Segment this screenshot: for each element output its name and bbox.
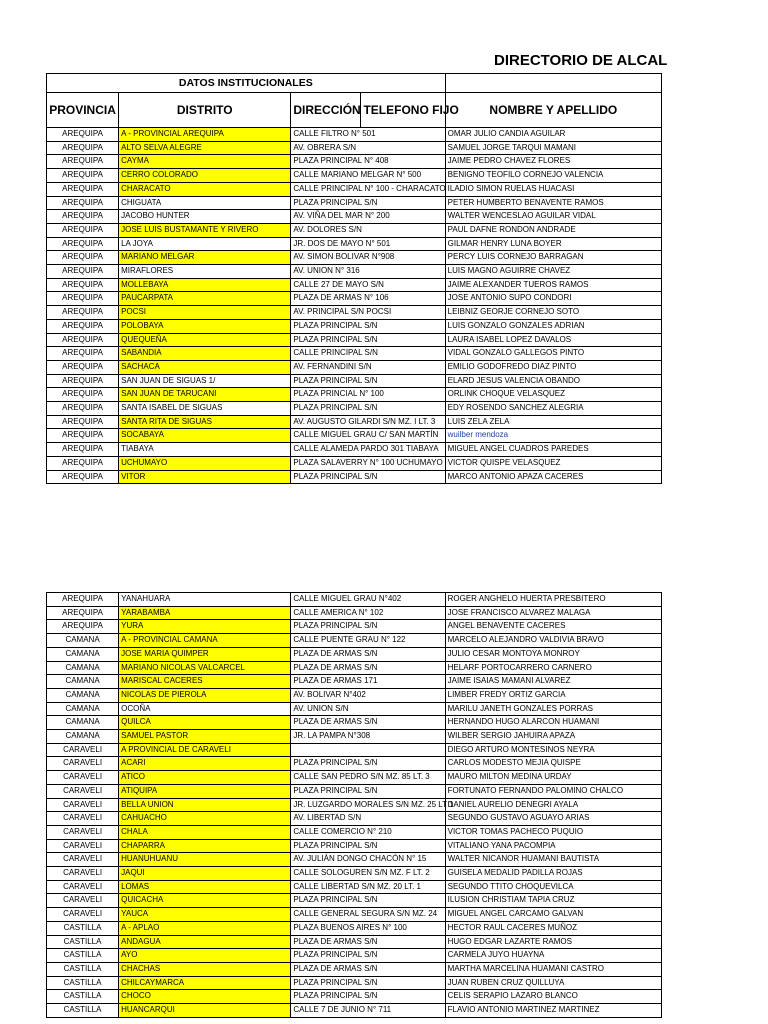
cell-provincia: CASTILLA (47, 962, 119, 976)
cell-direccion: CALLE SAN PEDRO S/N MZ. 85 LT. 3 (291, 771, 445, 785)
cell-provincia: AREQUIPA (47, 278, 119, 292)
col-header-provincia: PROVINCIA (47, 93, 119, 128)
cell-nombre: VICTOR TOMAS PACHECO PUQUIO (445, 825, 661, 839)
cell-provincia: AREQUIPA (47, 141, 119, 155)
cell-distrito: NICOLAS DE PIEROLA (119, 688, 291, 702)
cell-nombre: LUIS ZELA ZELA (445, 415, 661, 429)
cell-distrito: QUICACHA (119, 894, 291, 908)
cell-nombre: HERNANDO HUGO ALARCON HUAMANI (445, 716, 661, 730)
cell-distrito: ATICO (119, 771, 291, 785)
cell-nombre: MARCELO ALEJANDRO VALDIVIA BRAVO (445, 634, 661, 648)
cell-nombre: EDY ROSENDO SANCHEZ ALEGRIA (445, 402, 661, 416)
cell-direccion: PLAZA DE ARMAS S/N (291, 716, 445, 730)
cell-nombre: SAMUEL JORGE TARQUI MAMANI (445, 141, 661, 155)
table-row (47, 182, 662, 196)
cell-direccion: PLAZA DE ARMAS N° 106 (291, 292, 445, 306)
cell-nombre: DANIEL AURELIO DENEGRI AYALA (445, 798, 661, 812)
cell-distrito: VITOR (119, 470, 291, 484)
cell-provincia: CAMANA (47, 634, 119, 648)
table-row (47, 675, 662, 689)
cell-distrito: CAYMA (119, 155, 291, 169)
cell-distrito: YAUCA (119, 908, 291, 922)
cell-distrito: CHACHAS (119, 962, 291, 976)
cell-provincia: CARAVELI (47, 771, 119, 785)
table-row (47, 169, 662, 183)
directory-table-2 (46, 592, 662, 1018)
cell-provincia: AREQUIPA (47, 620, 119, 634)
table-row (47, 949, 662, 963)
table-row (47, 429, 662, 443)
cell-nombre: FORTUNATO FERNANDO PALOMINO CHALCO (445, 784, 661, 798)
cell-nombre: LUIS MAGNO AGUIRRE CHAVEZ (445, 265, 661, 279)
table-row (47, 839, 662, 853)
cell-provincia: AREQUIPA (47, 169, 119, 183)
cell-provincia: AREQUIPA (47, 388, 119, 402)
cell-direccion: PLAZA DE ARMAS 171 (291, 675, 445, 689)
cell-provincia: AREQUIPA (47, 360, 119, 374)
cell-nombre: CELIS SERAPIO LAZARO BLANCO (445, 990, 661, 1004)
table-row (47, 825, 662, 839)
cell-direccion: PLAZA SALAVERRY N° 100 UCHUMAYO (291, 456, 445, 470)
cell-direccion: CALLE LIBERTAD S/N MZ. 20 LT. 1 (291, 880, 445, 894)
cell-direccion: PLAZA PRINCIAL N° 100 (291, 388, 445, 402)
cell-distrito: JACOBO HUNTER (119, 210, 291, 224)
cell-distrito: CHIGUATA (119, 196, 291, 210)
cell-distrito: JAQUI (119, 867, 291, 881)
cell-nombre: JUAN RUBEN CRUZ QUILLUYA (445, 976, 661, 990)
table-row (47, 661, 662, 675)
cell-distrito: MOLLEBAYA (119, 278, 291, 292)
table-row (47, 251, 662, 265)
document-title: DIRECTORIO DE ALCAL (494, 52, 668, 69)
cell-provincia: AREQUIPA (47, 182, 119, 196)
cell-direccion: AV. PRINCIPAL S/N POCSI (291, 306, 445, 320)
cell-distrito: TIABAYA (119, 443, 291, 457)
cell-distrito: SANTA ISABEL DE SIGUAS (119, 402, 291, 416)
cell-nombre: wuilber mendoza (445, 429, 661, 443)
cell-direccion: CALLE PRINCIPAL N° 100 - CHARACATO (291, 182, 445, 196)
cell-provincia: AREQUIPA (47, 429, 119, 443)
table-row (47, 593, 662, 607)
cell-direccion: CALLE AMERICA N° 102 (291, 606, 445, 620)
cell-direccion: CALLE MIGUEL GRAU C/ SAN MARTÍN (291, 429, 445, 443)
cell-direccion: PLAZA PRINCIPAL S/N (291, 757, 445, 771)
cell-nombre: WALTER WENCESLAO AGUILAR VIDAL (445, 210, 661, 224)
cell-provincia: AREQUIPA (47, 265, 119, 279)
cell-provincia: CARAVELI (47, 812, 119, 826)
cell-nombre: CARLOS MODESTO MEJIA QUISPE (445, 757, 661, 771)
cell-nombre: SEGUNDO GUSTAVO AGUAYO ARIAS (445, 812, 661, 826)
cell-direccion: AV. UNION S/N (291, 702, 445, 716)
cell-nombre: JOSE ANTONIO SUPO CONDORI (445, 292, 661, 306)
cell-distrito: AYO (119, 949, 291, 963)
cell-nombre: ORLINK CHOQUE VELASQUEZ (445, 388, 661, 402)
cell-direccion: AV. DOLORES S/N (291, 223, 445, 237)
cell-direccion: AV. JULIÁN DONGO CHACÓN N° 15 (291, 853, 445, 867)
cell-nombre: CARMELA JUYO HUAYNA (445, 949, 661, 963)
cell-distrito: ALTO SELVA ALEGRE (119, 141, 291, 155)
table-row (47, 456, 662, 470)
cell-nombre: ELARD JESUS VALENCIA OBANDO (445, 374, 661, 388)
cell-nombre: JULIO CESAR MONTOYA MONROY (445, 647, 661, 661)
cell-nombre: ROGER ANGHELO HUERTA PRESBITERO (445, 593, 661, 607)
cell-nombre: VICTOR QUISPE VELASQUEZ (445, 456, 661, 470)
cell-direccion: CALLE COMERCIO N° 210 (291, 825, 445, 839)
cell-distrito: ATIQUIPA (119, 784, 291, 798)
cell-nombre: EMILIO GODOFREDO DIAZ PINTO (445, 360, 661, 374)
cell-direccion: JR. DOS DE MAYO N° 501 (291, 237, 445, 251)
cell-nombre: PAUL DAFNE RONDON ANDRADE (445, 223, 661, 237)
cell-direccion: CALLE GENERAL SEGURA S/N MZ. 24 (291, 908, 445, 922)
cell-provincia: AREQUIPA (47, 306, 119, 320)
cell-distrito: YARABAMBA (119, 606, 291, 620)
cell-direccion: PLAZA BUENOS AIRES N° 100 (291, 921, 445, 935)
table-row (47, 880, 662, 894)
cell-nombre: SEGUNDO TTITO CHOQUEVILCA (445, 880, 661, 894)
table-row (47, 141, 662, 155)
table-row (47, 620, 662, 634)
table-row (47, 962, 662, 976)
cell-provincia: CAMANA (47, 647, 119, 661)
cell-distrito: POLOBAYA (119, 319, 291, 333)
cell-provincia: CASTILLA (47, 921, 119, 935)
cell-provincia: AREQUIPA (47, 128, 119, 142)
cell-provincia: CARAVELI (47, 853, 119, 867)
cell-direccion: AV. FERNANDINI S/N (291, 360, 445, 374)
cell-direccion: CALLE PUENTE GRAU N° 122 (291, 634, 445, 648)
cell-provincia: AREQUIPA (47, 374, 119, 388)
cell-nombre: LUIS GONZALO GONZALES ADRIAN (445, 319, 661, 333)
header-group-label: DATOS INSTITUCIONALES (47, 74, 446, 93)
cell-distrito: CAHUACHO (119, 812, 291, 826)
cell-distrito: SAN JUAN DE TARUCANI (119, 388, 291, 402)
cell-provincia: CARAVELI (47, 839, 119, 853)
cell-direccion: CALLE 7 DE JUNIO N° 711 (291, 1004, 445, 1018)
table-row (47, 128, 662, 142)
cell-direccion: PLAZA PRINCIPAL S/N (291, 319, 445, 333)
table-row (47, 196, 662, 210)
cell-distrito: JOSE MARIA QUIMPER (119, 647, 291, 661)
cell-direccion: CALLE ALAMEDA PARDO 301 TIABAYA (291, 443, 445, 457)
cell-direccion: AV. AUGUSTO GILARDI S/N MZ. I LT. 3 (291, 415, 445, 429)
cell-provincia: AREQUIPA (47, 402, 119, 416)
table-row (47, 908, 662, 922)
table-row (47, 743, 662, 757)
cell-provincia: CARAVELI (47, 825, 119, 839)
cell-direccion (291, 743, 445, 757)
cell-direccion: JR. LUZGARDO MORALES S/N MZ. 25 LT 1 (291, 798, 445, 812)
cell-provincia: CARAVELI (47, 894, 119, 908)
cell-direccion: CALLE 27 DE MAYO S/N (291, 278, 445, 292)
table-row (47, 716, 662, 730)
cell-direccion: PLAZA PRINCIPAL S/N (291, 402, 445, 416)
table-row (47, 265, 662, 279)
col-header-nombre: NOMBRE Y APELLIDO (445, 93, 661, 128)
cell-provincia: AREQUIPA (47, 319, 119, 333)
cell-direccion: PLAZA PRINCIPAL S/N (291, 976, 445, 990)
cell-distrito: SACHACA (119, 360, 291, 374)
header-group-row (47, 74, 662, 93)
cell-nombre: OMAR JULIO CANDIA AGUILAR (445, 128, 661, 142)
table-row (47, 634, 662, 648)
cell-distrito: ANDAGUA (119, 935, 291, 949)
directory-table-1 (46, 73, 662, 484)
table-row (47, 921, 662, 935)
cell-nombre: HUGO EDGAR LAZARTE RAMOS (445, 935, 661, 949)
cell-nombre: LEIBNIZ GEORJE CORNEJO SOTO (445, 306, 661, 320)
cell-distrito: JOSE LUIS BUSTAMANTE Y RIVERO (119, 223, 291, 237)
table-row (47, 402, 662, 416)
cell-direccion: AV. UNION N° 316 (291, 265, 445, 279)
cell-distrito: LA JOYA (119, 237, 291, 251)
cell-provincia: CAMANA (47, 661, 119, 675)
cell-direccion: PLAZA PRINCIPAL S/N (291, 333, 445, 347)
table-row (47, 730, 662, 744)
cell-provincia: CAMANA (47, 730, 119, 744)
table-row (47, 306, 662, 320)
table-row (47, 374, 662, 388)
cell-direccion: CALLE MIGUEL GRAU N°402 (291, 593, 445, 607)
table-row (47, 894, 662, 908)
cell-direccion: PLAZA PRINCIPAL S/N (291, 196, 445, 210)
cell-nombre: DIEGO ARTURO MONTESINOS NEYRA (445, 743, 661, 757)
table-row (47, 388, 662, 402)
cell-nombre: MAURO MILTON MEDINA URDAY (445, 771, 661, 785)
cell-distrito: MARIANO NICOLAS VALCARCEL (119, 661, 291, 675)
table-row (47, 278, 662, 292)
cell-direccion: CALLE SOLOGUREN S/N MZ. F LT. 2 (291, 867, 445, 881)
cell-provincia: CASTILLA (47, 1004, 119, 1018)
cell-nombre: MARTHA MARCELINA HUAMANI CASTRO (445, 962, 661, 976)
table-row (47, 976, 662, 990)
cell-provincia: CASTILLA (47, 990, 119, 1004)
header-group-empty (445, 74, 661, 93)
cell-provincia: AREQUIPA (47, 196, 119, 210)
cell-distrito: A - APLAO (119, 921, 291, 935)
cell-distrito: BELLA UNION (119, 798, 291, 812)
cell-direccion: AV. LIBERTAD S/N (291, 812, 445, 826)
cell-direccion: CALLE MARIANO MELGAR N° 500 (291, 169, 445, 183)
cell-distrito: CERRO COLORADO (119, 169, 291, 183)
cell-provincia: CARAVELI (47, 798, 119, 812)
cell-direccion: AV. OBRERA S/N (291, 141, 445, 155)
cell-distrito: A - PROVINCIAL AREQUIPA (119, 128, 291, 142)
table-row (47, 292, 662, 306)
cell-nombre: LIMBER FREDY ORTIZ GARCIA (445, 688, 661, 702)
cell-provincia: CAMANA (47, 702, 119, 716)
cell-nombre: PERCY LUIS CORNEJO BARRAGAN (445, 251, 661, 265)
cell-direccion: PLAZA PRINCIPAL S/N (291, 470, 445, 484)
cell-provincia: AREQUIPA (47, 456, 119, 470)
table-row (47, 867, 662, 881)
cell-nombre: JAIME PEDRO CHAVEZ FLORES (445, 155, 661, 169)
cell-distrito: OCOÑA (119, 702, 291, 716)
cell-distrito: HUANUHUANU (119, 853, 291, 867)
cell-distrito: HUANCARQUI (119, 1004, 291, 1018)
cell-nombre: VITALIANO YANA PACOMPIA (445, 839, 661, 853)
cell-provincia: CASTILLA (47, 949, 119, 963)
cell-provincia: CARAVELI (47, 757, 119, 771)
table-row (47, 647, 662, 661)
table-row (47, 798, 662, 812)
header-columns-row (47, 93, 662, 128)
table-row (47, 360, 662, 374)
cell-provincia: AREQUIPA (47, 593, 119, 607)
table-row (47, 812, 662, 826)
cell-direccion: AV. BOLIVAR N°402 (291, 688, 445, 702)
cell-distrito: QUEQUEÑA (119, 333, 291, 347)
cell-distrito: LOMAS (119, 880, 291, 894)
cell-nombre: ILADIO SIMON RUELAS HUACASI (445, 182, 661, 196)
cell-nombre: WALTER NICANOR HUAMANI BAUTISTA (445, 853, 661, 867)
cell-distrito: ACARI (119, 757, 291, 771)
table-row (47, 470, 662, 484)
cell-nombre: VIDAL GONZALO GALLEGOS PINTO (445, 347, 661, 361)
cell-distrito: SABANDIA (119, 347, 291, 361)
cell-direccion: PLAZA PRINCIPAL S/N (291, 990, 445, 1004)
cell-nombre: BENIGNO TEOFILO CORNEJO VALENCIA (445, 169, 661, 183)
table-row (47, 757, 662, 771)
cell-distrito: SANTA RITA DE SIGUAS (119, 415, 291, 429)
cell-distrito: A - PROVINCIAL CAMANA (119, 634, 291, 648)
cell-direccion: PLAZA DE ARMAS S/N (291, 661, 445, 675)
cell-provincia: CASTILLA (47, 935, 119, 949)
table-row (47, 333, 662, 347)
cell-nombre: ANGEL BENAVENTE CACERES (445, 620, 661, 634)
cell-distrito: MARIANO MELGAR (119, 251, 291, 265)
cell-nombre: JAIME ALEXANDER TUEROS RAMOS (445, 278, 661, 292)
cell-direccion: PLAZA PRINCIPAL S/N (291, 894, 445, 908)
cell-provincia: AREQUIPA (47, 251, 119, 265)
table-1-body (47, 128, 662, 484)
cell-direccion: CALLE PRINCIPAL S/N (291, 347, 445, 361)
cell-provincia: AREQUIPA (47, 237, 119, 251)
cell-distrito: SAN JUAN DE SIGUAS 1/ (119, 374, 291, 388)
cell-direccion: PLAZA PRINCIPAL S/N (291, 374, 445, 388)
cell-direccion: PLAZA PRINCIPAL S/N (291, 784, 445, 798)
table-row (47, 990, 662, 1004)
cell-direccion: PLAZA DE ARMAS S/N (291, 647, 445, 661)
cell-distrito: YURA (119, 620, 291, 634)
cell-distrito: SAMUEL PASTOR (119, 730, 291, 744)
cell-direccion: PLAZA PRINCIPAL S/N (291, 620, 445, 634)
cell-nombre: MARCO ANTONIO APAZA CACERES (445, 470, 661, 484)
cell-distrito: QUILCA (119, 716, 291, 730)
cell-distrito: CHAPARRA (119, 839, 291, 853)
cell-distrito: A PROVINCIAL DE CARAVELI (119, 743, 291, 757)
table-row (47, 237, 662, 251)
cell-nombre: MARILU JANETH GONZALES PORRAS (445, 702, 661, 716)
cell-provincia: AREQUIPA (47, 223, 119, 237)
cell-direccion: PLAZA DE ARMAS S/N (291, 962, 445, 976)
cell-provincia: AREQUIPA (47, 347, 119, 361)
cell-nombre: LAURA ISABEL LOPEZ DAVALOS (445, 333, 661, 347)
table-row (47, 702, 662, 716)
cell-nombre: JOSE FRANCISCO ALVAREZ MALAGA (445, 606, 661, 620)
cell-nombre: GILMAR HENRY LUNA BOYER (445, 237, 661, 251)
cell-nombre: HECTOR RAUL CACERES MUÑOZ (445, 921, 661, 935)
table-row (47, 415, 662, 429)
cell-provincia: CARAVELI (47, 880, 119, 894)
cell-provincia: CARAVELI (47, 908, 119, 922)
cell-provincia: CARAVELI (47, 867, 119, 881)
table-row (47, 210, 662, 224)
cell-direccion: PLAZA DE ARMAS S/N (291, 935, 445, 949)
table-row (47, 688, 662, 702)
col-header-telefono: TELEFONO FIJO (361, 93, 445, 128)
table-row (47, 443, 662, 457)
cell-provincia: AREQUIPA (47, 155, 119, 169)
cell-nombre: MIGUEL ANGEL CUADROS PAREDES (445, 443, 661, 457)
cell-provincia: AREQUIPA (47, 333, 119, 347)
cell-nombre: GUISELA MEDALID PADILLA ROJAS (445, 867, 661, 881)
cell-nombre: FLAVIO ANTONIO MARTINEZ MARTINEZ (445, 1004, 661, 1018)
cell-provincia: CAMANA (47, 688, 119, 702)
cell-distrito: SOCABAYA (119, 429, 291, 443)
cell-direccion: CALLE FILTRO N° 501 (291, 128, 445, 142)
cell-direccion: PLAZA PRINCIPAL N° 408 (291, 155, 445, 169)
cell-distrito: PAUCARPATA (119, 292, 291, 306)
cell-distrito: UCHUMAYO (119, 456, 291, 470)
cell-provincia: AREQUIPA (47, 443, 119, 457)
cell-direccion: AV. SIMON BOLIVAR N°908 (291, 251, 445, 265)
cell-nombre: ILUSION CHRISTIAM TAPIA CRUZ (445, 894, 661, 908)
cell-distrito: CHARACATO (119, 182, 291, 196)
cell-direccion: AV. VIÑA DEL MAR N° 200 (291, 210, 445, 224)
cell-provincia: CASTILLA (47, 976, 119, 990)
table-row (47, 347, 662, 361)
cell-provincia: CAMANA (47, 675, 119, 689)
table-row (47, 784, 662, 798)
cell-provincia: AREQUIPA (47, 292, 119, 306)
cell-provincia: CAMANA (47, 716, 119, 730)
cell-provincia: CARAVELI (47, 784, 119, 798)
table-row (47, 935, 662, 949)
table-row (47, 1004, 662, 1018)
table-2-body (47, 593, 662, 1018)
table-row (47, 853, 662, 867)
cell-distrito: YANAHUARA (119, 593, 291, 607)
col-header-direccion: DIRECCIÓN (291, 93, 361, 128)
cell-provincia: AREQUIPA (47, 210, 119, 224)
cell-distrito: CHILCAYMARCA (119, 976, 291, 990)
cell-nombre: MIGUEL ANGEL CARCAMO GALVAN (445, 908, 661, 922)
cell-distrito: CHOCO (119, 990, 291, 1004)
cell-direccion: JR. LA PAMPA N°308 (291, 730, 445, 744)
cell-provincia: AREQUIPA (47, 606, 119, 620)
cell-nombre: WILBER SERGIO JAHUIRA APAZA (445, 730, 661, 744)
cell-distrito: MARISCAL CACERES (119, 675, 291, 689)
table-row (47, 319, 662, 333)
table-row (47, 223, 662, 237)
cell-direccion: PLAZA PRINCIPAL S/N (291, 949, 445, 963)
cell-distrito: POCSI (119, 306, 291, 320)
cell-provincia: AREQUIPA (47, 415, 119, 429)
cell-distrito: CHALA (119, 825, 291, 839)
cell-distrito: MIRAFLORES (119, 265, 291, 279)
table-row (47, 155, 662, 169)
cell-nombre: PETER HUMBERTO BENAVENTE RAMOS (445, 196, 661, 210)
col-header-distrito: DISTRITO (119, 93, 291, 128)
cell-direccion: PLAZA PRINCIPAL S/N (291, 839, 445, 853)
cell-nombre: JAIME ISAIAS MAMANI ALVAREZ (445, 675, 661, 689)
cell-provincia: AREQUIPA (47, 470, 119, 484)
cell-nombre: HELARF PORTOCARRERO CARNERO (445, 661, 661, 675)
table-row (47, 606, 662, 620)
table-row (47, 771, 662, 785)
cell-provincia: CARAVELI (47, 743, 119, 757)
